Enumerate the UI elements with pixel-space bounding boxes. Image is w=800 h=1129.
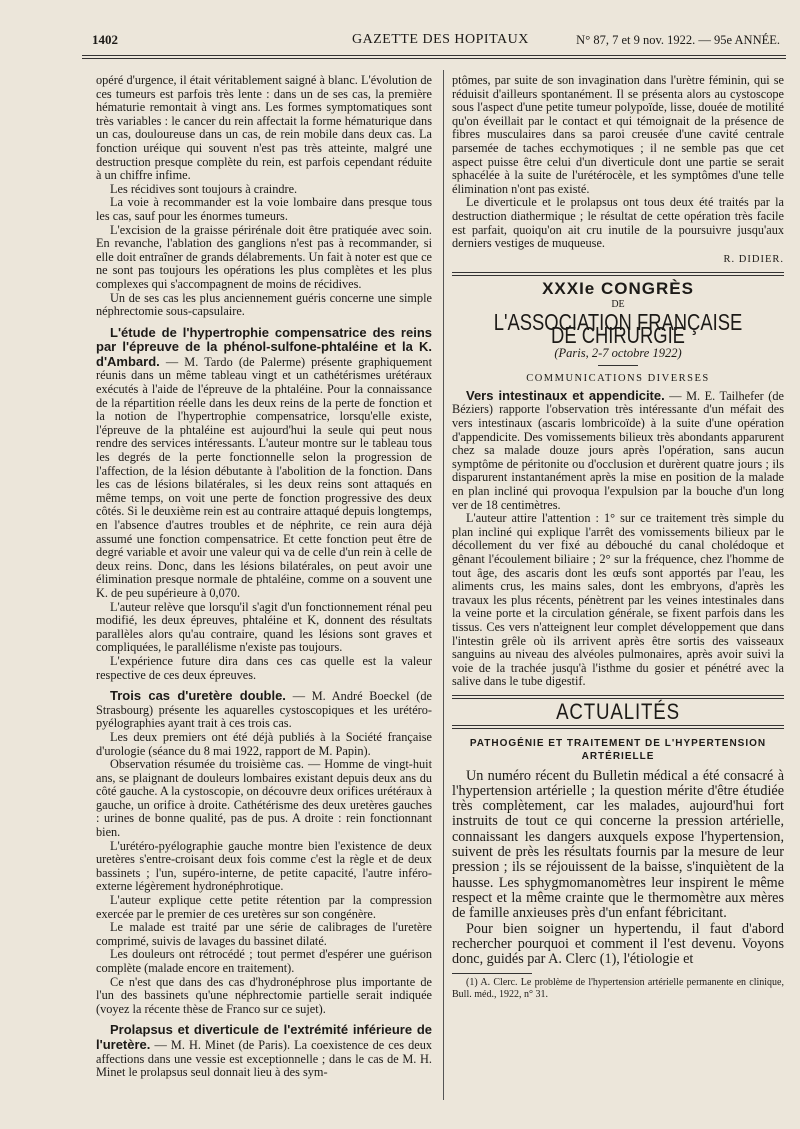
column-divider (443, 70, 444, 1100)
congress-de: DE (611, 298, 625, 310)
section-body: — M. Tardo (de Palerme) présente graphiquement réunis dans un même tableau vingt et un cathétérismes urétéraux exécutés à l'aide de l'épreuve de la phtaléine. Pour la connaissance de la répartition réelle dans les deux reins de la perte de fonction et la notion de l'hypertrophie compensatrice, lorsqu'elle existe, l'épreuve de la phtaléine est aujourd'hui la seule qui peut nous rendre des services intéressants. L'auteur montre sur le tableau tous les degrés de la perte fonctionnelle selon la progression de l'affection, de la lésion débutante à l'abolition de la fonction. Dans les cas de lésions bilatérales, si les deux reins sont attaqués en même temps, on voit une perte de fonction progressive des deux côtés. Si le deuxième rein est au contraire attaqué depuis longtemps, en l'absence d'autres troubles et de néphrite, ce rein aura déjà assumé une fonction compensatrice. Et cette fonction peut être de degré variable et avoir une valeur qui va de celle d'un rein à celle de deux reins. Donc, dans les lésions bilatérales, on peut avoir une élimination presque normale de phtaléine, comme on a souvent une K. de peu supérieure à 0,070. (96, 354, 433, 600)
section-vers (452, 389, 784, 512)
section-rule (452, 725, 784, 729)
issue-info: N° 87, 7 et 9 nov. 1922. — 95e ANNÉE. (576, 33, 780, 47)
congress-organization: L'ASSOCIATION FRANÇAISE DE CHIRURGIE (493, 308, 743, 349)
paragraph: L'excision de la graisse périrénale doit être pratiquée avec soin. En revanche, l'ablation des ganglions n'est pas à recommander, si elle doit entraîner de grands délabrements. Un fait à noter est que ce ne sont pas toujours les opérations les plus complètes et les plus complexes qui s'accompagnent de moins de récidives. (96, 222, 432, 291)
article-paragraph: Pour bien soigner un hypertendu, il faut d'abord rechercher pourquoi et comment il l'est devenu. Voyons donc, guidés par A. Clerc (1), l'étiologie et (452, 920, 784, 968)
congress-date: (Paris, 2-7 octobre 1922) (554, 345, 682, 360)
short-rule (598, 365, 638, 366)
observation: Observation résumée du troisième cas. — Homme de vingt-huit ans, se plaignant de douleurs lombaires existant depuis deux ans du côté gauche. A la cystoscopie, on découvre deux orifices urétéraux à gauche, un orifice à droite. Cathétérisme des deux uretères gauches : urines de bonne qualité, pas de pus. A droite : rein fonctionnant bien. (96, 757, 432, 840)
page-number: 1402 (92, 32, 118, 47)
article-heading: PATHOGÉNIE ET TRAITEMENT DE L'HYPERTENSION ARTÉRIELLE (469, 737, 767, 762)
section-hypertrophie (96, 326, 432, 601)
footnote: (1) A. Clerc. Le problème de l'hypertension artérielle permanente en clinique, Bull. méd., 1922, n° 31. (452, 977, 784, 1001)
actualites-heading: ACTUALITÉS (556, 698, 680, 724)
right-column (452, 74, 784, 1001)
paragraph: L'auteur explique cette petite rétention par la compression exercée par le premier de ces uretères sur son congénère. (96, 893, 432, 921)
header-rule-thin (82, 58, 786, 59)
paragraph: Les douleurs ont rétrocédé ; tout permet d'espérer une guérison complète (malade encore en traitement). (96, 947, 432, 975)
section-uretere-double (96, 689, 432, 731)
page-header (82, 28, 786, 52)
congress-title: XXXIe CONGRÈS (542, 279, 694, 299)
left-column (96, 74, 432, 1080)
paragraph: ptômes, par suite de son invagination dans l'urètre féminin, qui se réduisit d'ailleurs spontanément. Il se présenta alors au cystoscope sous l'aspect d'une petite tumeur polypoïde, lisse, douée de motilité qu'on éveillait par le contact et qui témoignait de la présence de fibres musculaires dans sa paroi creusée d'une cavité centrale parsemée de taches ecchymotiques ; il ne semble pas que cet aspect puisse être celui d'un diverticule dont une partie se serait sphacélée à la suite de l'urétérocèle, et les symptômes d'une telle élimination n'ont pas existé. (452, 73, 784, 196)
paragraph: opéré d'urgence, il était véritablement saigné à blanc. L'évolution de ces tumeurs est parfois très lente : dans un de ses cas, la première hématurie remontait à vingt ans. Les formes symptomatiques sont très variables : le cancer du rein affectait la forme hématurique dans un cas, douloureuse dans un cas, de rein mobile dans deux cas. La fonction uréique qui souvent n'est pas très atteinte, malgré une destruction presque complète du rein, est parfois cependant réduite à un chiffre infime. (96, 73, 432, 183)
paragraph: L'auteur attire l'attention : 1° sur ce traitement très simple du plan incliné qui explique l'arrêt des vomissements bilieux par le décollement du ver fixé au débouché du canal cholédoque et gênant l'écoulement biliaire ; 2° sur la fréquence, chez l'homme de tout âge, des ascaris dont les œufs sont apportés par l'eau, les aliments crus, les mains sales, dont les embryons, d'après les travaux les plus récents, pénètrent par les veines intestinales dans la veine porte et la circulation générale, se fixent parfois dans les tissus. Ces vers n'atteignent leur complet développement que dans l'intestin grêle où ils arrivent après être sortis des vaisseaux sanguins au niveau des alvéoles pulmonaires, après avoir suivi la voie de la trachée jusqu'à l'isthme du gosier et pénétré avec la salive dans le tube digestif. (452, 511, 784, 689)
paragraph: Le diverticule et le prolapsus ont tous deux été traités par la destruction diathermique ; le résultat de cette opération très facile est parfait, quoiqu'on ait cru inutile de la poursuivre jusqu'aux derniers vestiges de muqueuse. (452, 195, 784, 251)
section-lead: Trois cas d'uretère double. (110, 688, 286, 704)
journal-title: GAZETTE DES HOPITAUX (352, 32, 529, 47)
header-rule (82, 55, 786, 56)
paragraph: Un de ses cas les plus anciennement guéris concerne une simple néphrectomie sous-capsulaire. (96, 290, 432, 319)
paragraph: Le malade est traité par une série de calibrages de l'uretère comprimé, suivis de lavages du bassinet dilaté. (96, 920, 432, 948)
communications-heading: COMMUNICATIONS DIVERSES (526, 373, 710, 385)
paragraph: L'auteur relève que lorsqu'il s'agit d'un fonctionnement rénal peu modifié, les deux épreuves, phtaléine et K, donnent des résultats parallèles alors qu'au contraire, quand les lésions sont graves et compliquées, le parallélisme n'existe pas toujours. (96, 599, 432, 655)
section-lead: L'étude de l'hypertrophie compensatrice des reins par l'épreuve de la phénol-sulfone-phtaléine et la K. d'Ambard. (96, 324, 432, 369)
section-lead: Prolapsus et diverticule de l'extrémité inférieure de l'uretère. (96, 1022, 432, 1052)
paragraph: L'urétéro-pyélographie gauche montre bien l'existence de deux uretères s'entre-croisant deux fois comme c'est la règle et de deux bassinets ; l'un, supéro-interne, de petite capacité, l'autre inféro-externe légèrement hydronéphrotique. (96, 838, 432, 894)
article-paragraph: Un numéro récent du Bulletin médical a été consacré à l'hypertension artérielle ; la question mérite d'être étudiée très complètement, car les malades, aujourd'hui fort instruits de tout ce qui concerne la pression artérielle, connaissant les dangers auxquels expose l'hypertension, suivent de près les résultats fournis par la mesure de leur pression ; ils se réjouissent de la baisse, s'inquiètent de la hausse. Les sphygmomanomètres leur inspirent le même respect et la même crainte que le thermomètre aux mères de famille anxieuses près d'un enfant fébricitant. (452, 767, 784, 922)
section-prolapsus (96, 1023, 432, 1079)
paragraph: La voie à recommander est la voie lombaire dans presque tous les cas, sauf pour les énormes tumeurs. (96, 195, 432, 223)
paragraph: Les deux premiers ont été déjà publiés à la Société française d'urologie (séance du 8 mai 1922, rapport de M. Papin). (96, 729, 432, 758)
paragraph: L'expérience future dira dans ces cas quelle est la valeur respective de ces deux épreuves. (96, 653, 432, 682)
section-body: — M. E. Tailhefer (de Béziers) rapporte l'observation très intéressante d'un méfait des vers intestinaux (ascaris lombricoïde) à la suite d'une opération d'appendicite. Des vomissements bilieux très abondants apparurent chez sa malade douze jours après l'opération, sans aucun symptôme de péritonite ou d'occlusion et durèrent quatre jours ; ils disparurent instantanément après la mise en position de la malade en plan incliné qui provoqua l'expulsion par la bouche d'un long ver de 18 centimètres. (452, 388, 784, 512)
section-body: — M. H. Minet (de Paris). La coexistence de ces deux affections dans une vessie est exceptionnelle ; dans le cas de M. H. Minet le prolapsus seul donnait lieu à des sym- (96, 1037, 433, 1080)
footnote-rule (452, 973, 532, 974)
section-lead: Vers intestinaux et appendicite. (466, 387, 665, 403)
signature: R. DIDIER. (723, 253, 784, 265)
paragraph: Les récidives sont toujours à craindre. (110, 181, 298, 196)
paragraph: Ce n'est que dans des cas d'hydronéphrose plus importante de l'un des bassinets qu'une néphrectomie partielle serait indiquée (voyez la récente thèse de Franco sur ce sujet). (96, 974, 432, 1016)
section-rule (452, 272, 784, 276)
section-body: — M. André Boeckel (de Strasbourg) présente les aquarelles cystoscopiques et les urétéro-pyélographies ayant trait à ces trois cas. (96, 689, 433, 731)
